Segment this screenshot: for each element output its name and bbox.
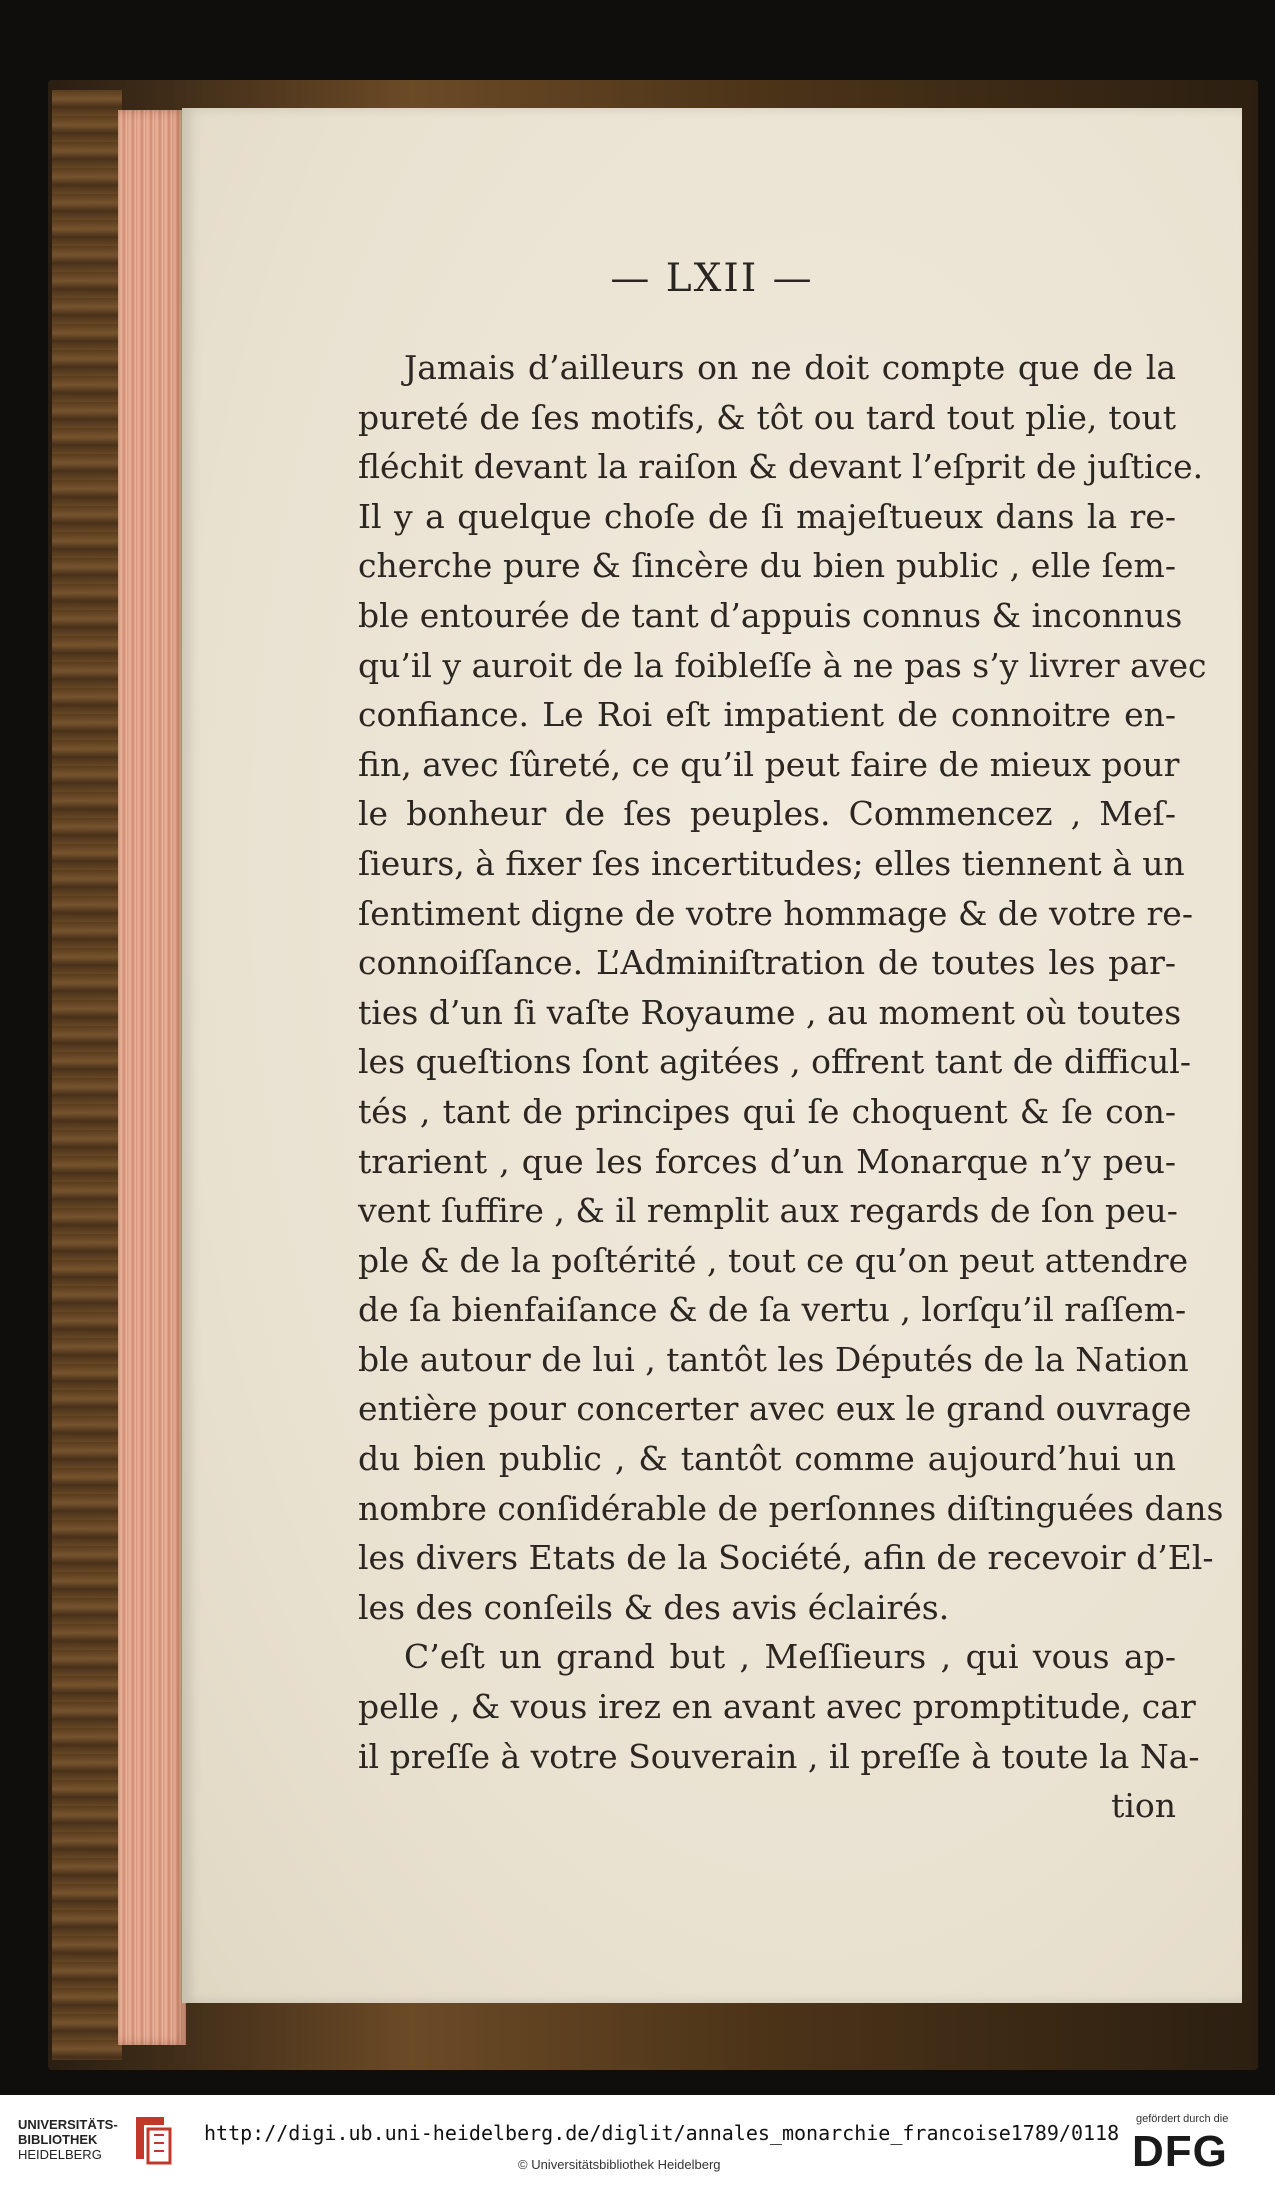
- text-line: fléchit devant la raiſon & devant l’eſprit de juſtice.: [358, 447, 1204, 487]
- text-line: vent ſuffire , & il remplit aux regards de ſon peu-: [358, 1191, 1178, 1231]
- text-line: tés , tant de principes qui ſe choquent & ſe con-: [358, 1091, 1176, 1131]
- text-line: qu’il y auroit de la foibleſſe à ne pas s’y livrer avec: [358, 645, 1207, 685]
- text-line: le bonheur de ſes peuples. Commencez , Meſ-: [358, 794, 1176, 834]
- funding-note: gefördert durch die: [1136, 2113, 1229, 2125]
- text-line: ties d’un ſi vaſte Royaume , au moment où toutes: [358, 992, 1182, 1032]
- text-line: confiance. Le Roi eſt impatient de connoitre en-: [358, 695, 1176, 735]
- book-page: [182, 108, 1242, 2003]
- text-line: ſentiment digne de votre hommage & de votre re-: [358, 893, 1193, 933]
- text-line: de ſa bienfaiſance & de ſa vertu , lorſqu’il raſſem-: [358, 1290, 1187, 1330]
- text-line: cherche pure & ſincère du bien public , elle ſem-: [358, 546, 1176, 586]
- logo-line: UNIVERSITÄTS-: [18, 2117, 118, 2132]
- text-line: C’eſt un grand but , Meſſieurs , qui vous ap-: [404, 1637, 1176, 1677]
- library-logo-icon: [130, 2113, 174, 2167]
- text-line: il preſſe à votre Souverain , il preſſe à toute la Na-: [358, 1736, 1200, 1776]
- text-line: nombre conſidérable de perſonnes diſtinguées dans: [358, 1488, 1224, 1528]
- text-line: trarient , que les forces d’un Monarque n’y peu-: [358, 1141, 1176, 1181]
- copyright-notice: © Universitätsbibliothek Heidelberg: [518, 2157, 721, 2172]
- text-line: ſieurs, à fixer ſes incertitudes; elles tiennent à un: [358, 843, 1185, 883]
- page-edges: [118, 110, 186, 2045]
- viewer-footer: [0, 2095, 1275, 2185]
- permalink-url[interactable]: http://digi.ub.uni-heidelberg.de/diglit/annales_monarchie_francoise1789/0118: [204, 2121, 1120, 2145]
- text-line: les queſtions ſont agitées , offrent tant de difficul-: [358, 1042, 1191, 1082]
- text-line: Il y a quelque choſe de ſi majeſtueux dans la re-: [358, 496, 1176, 536]
- text-line: les divers Etats de la Société, afin de recevoir d’El-: [358, 1538, 1214, 1578]
- book-spine-edge: [52, 90, 122, 2060]
- text-line: fin, avec ſûreté, ce qu’il peut faire de mieux pour: [358, 744, 1180, 784]
- text-line: ble entourée de tant d’appuis connus & inconnus: [358, 595, 1183, 635]
- logo-line: HEIDELBERG: [18, 2147, 102, 2162]
- text-line: les des conſeils & des avis éclairés.: [358, 1587, 950, 1627]
- logo-line: BIBLIOTHEK: [18, 2132, 98, 2147]
- text-line: pureté de ſes motifs, & tôt ou tard tout plie, tout: [358, 397, 1176, 437]
- catchword: tion: [1111, 1786, 1176, 1826]
- text-line: ple & de la poſtérité , tout ce qu’on peut attendre: [358, 1240, 1189, 1280]
- page-body-text: [358, 343, 1224, 1831]
- text-line: pelle , & vous irez en avant avec promptitude, car: [358, 1687, 1196, 1727]
- text-line: Jamais d’ailleurs on ne doit compte que de la: [404, 348, 1176, 387]
- text-line: connoiſſance. L’Adminiſtration de toutes les par-: [358, 943, 1176, 983]
- text-line: entière pour concerter avec eux le grand ouvrage: [358, 1389, 1192, 1429]
- text-line: du bien public , & tantôt comme aujourd’hui un: [358, 1439, 1176, 1479]
- dfg-logo: DFG: [1132, 2127, 1228, 2176]
- page-number-header: — LXII —: [610, 256, 814, 301]
- library-logo-text: [18, 2117, 118, 2162]
- text-line: ble autour de lui , tantôt les Députés de la Nation: [358, 1339, 1189, 1379]
